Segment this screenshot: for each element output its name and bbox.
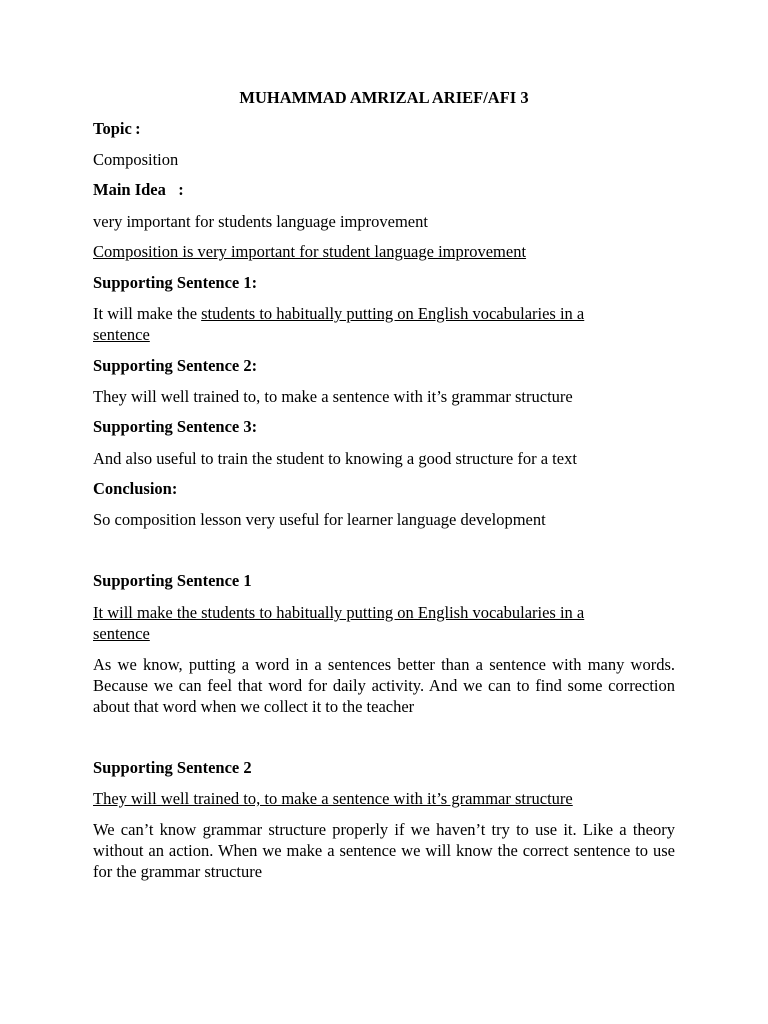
ss1-prefix: It will make the [93, 304, 202, 323]
section2-heading: Supporting Sentence 2 [93, 758, 252, 777]
main-idea-value: very important for students language improvement [93, 212, 428, 231]
main-idea-label: Main Idea : [93, 180, 184, 199]
ss1-underlined: students to habitually putting on English vocabularies in a sentence [93, 304, 585, 344]
ss3-label: Supporting Sentence 3: [93, 417, 258, 436]
ss1-text [93, 303, 641, 345]
ss2-value: They will well trained to, to make a sentence with it’s grammar structure [93, 387, 573, 406]
topic-value: Composition [93, 150, 179, 169]
topic-label: Topic : [93, 119, 141, 138]
section2-sentence: They will well trained to, to make a sentence with it’s grammar structure [93, 789, 573, 808]
ss3-value: And also useful to train the student to knowing a good structure for a text [93, 449, 577, 468]
ss2-label: Supporting Sentence 2: [93, 356, 258, 375]
ss1-label: Supporting Sentence 1: [93, 273, 258, 292]
conclusion-value: So composition lesson very useful for learner language development [93, 510, 546, 529]
conclusion-label: Conclusion: [93, 479, 178, 498]
section1-sentence: It will make the students to habitually putting on English vocabularies in a sentence [93, 603, 585, 643]
section2-paragraph: We can’t know grammar structure properly if we haven’t try to use it. Like a theory without an action. When we make a sentence we will know the correct sentence to use for the grammar structure [93, 820, 675, 881]
document-title: MUHAMMAD AMRIZAL ARIEF/AFI 3 [239, 88, 529, 107]
section1-paragraph: As we know, putting a word in a sentences better than a sentence with many words. Because we can feel that word for daily activity. And we can to find some correction about that word when we collect it to the teacher [93, 655, 675, 716]
main-idea-sentence: Composition is very important for student language improvement [93, 242, 527, 261]
section1-heading: Supporting Sentence 1 [93, 571, 252, 590]
